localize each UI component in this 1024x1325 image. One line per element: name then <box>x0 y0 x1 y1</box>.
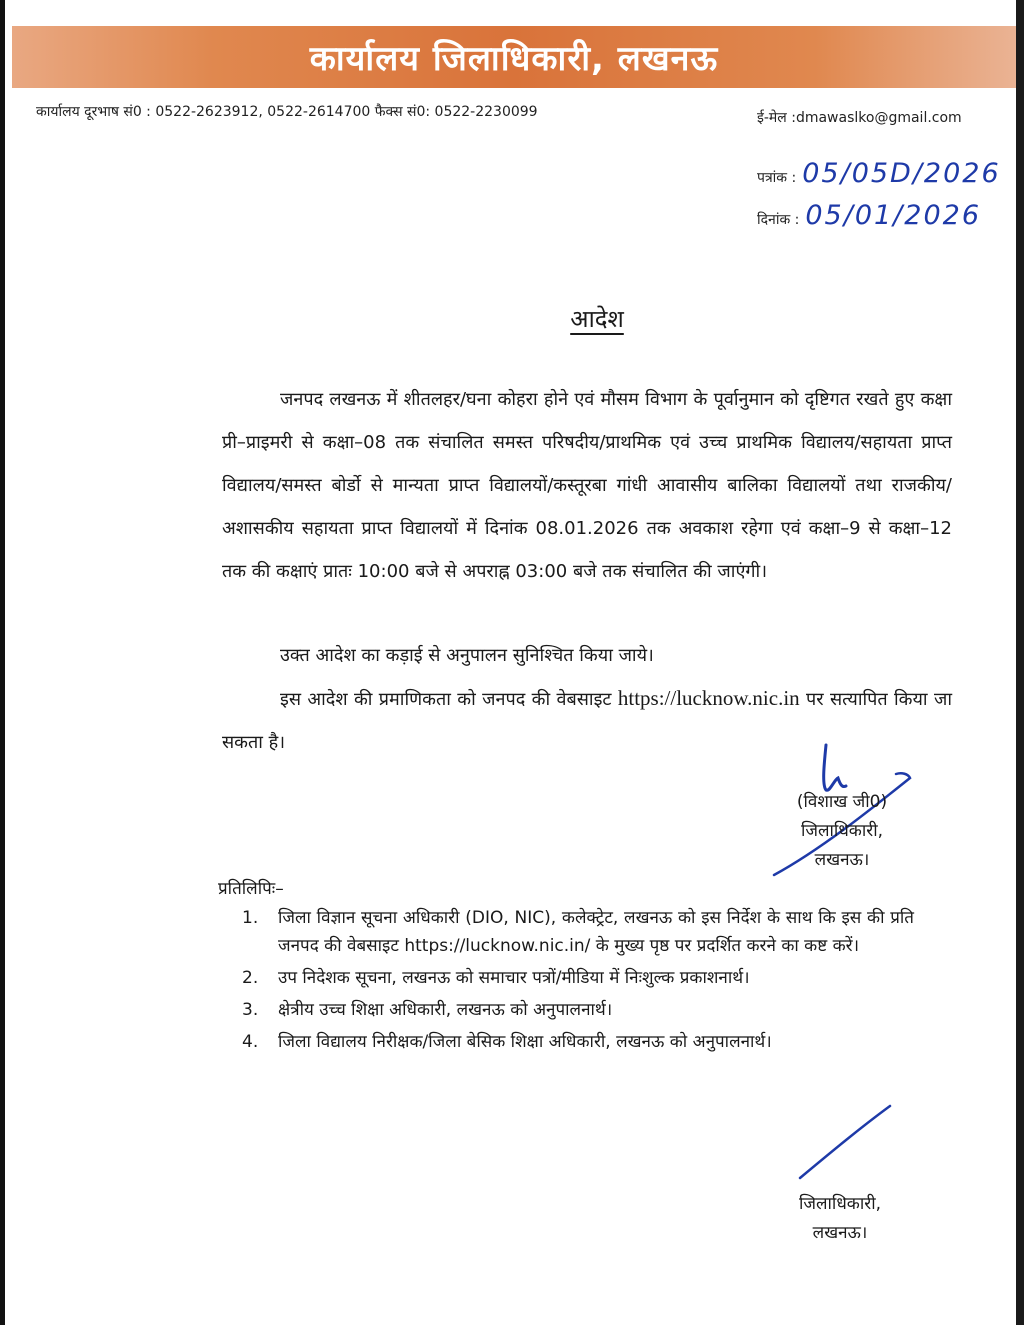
signatory-block <box>784 788 900 875</box>
item-text: जिला विद्यालय निरीक्षक/जिला बेसिक शिक्षा अधिकारी, लखनऊ को अनुपालनार्थ। <box>278 1032 772 1052</box>
second-signatory-place: लखनऊ। <box>812 1223 868 1243</box>
second-signatory-block <box>784 1190 896 1248</box>
signatory-place: लखनऊ। <box>814 850 870 870</box>
letter-number-value: 05/05D/2026 <box>802 158 1001 189</box>
paragraph3-text-after: पर सत्यापित किया जा सकता है। <box>222 689 952 753</box>
letter-date <box>757 200 981 231</box>
item-number: 1. <box>242 908 259 928</box>
signatory-designation: जिलाधिकारी, <box>800 821 884 841</box>
list-item <box>242 996 914 1024</box>
contact-line: कार्यालय दूरभाष सं0 : 0522-2623912, 0522-2614700 फैक्स सं0: 0522-2230099 <box>36 104 538 120</box>
order-heading: आदेश <box>570 305 624 333</box>
email-line: ई-मेल :dmawaslko@gmail.com <box>757 110 962 126</box>
paragraph3-text-before: इस आदेश की प्रमाणिकता को जनपद की वेबसाइट <box>280 689 618 710</box>
second-signatory-designation: जिलाधिकारी, <box>798 1194 882 1214</box>
order-paragraph-1: जनपद लखनऊ में शीतलहर/घना कोहरा होने एवं मौसम विभाग के पूर्वानुमान को दृष्टिगत रखते हुए कक्षा प्री–प्राइमरी से कक्षा–08 तक संचालित समस्त परिषदीय/प्राथमिक एवं उच्च प्राथमिक विद्यालय/सहायता प्राप्त विद्यालय/समस्त बोर्डो से मान्यता प्राप्त विद्यालयों/कस्तूरबा गांधी आवासीय बालिका विद्यालयों तथा राजकीय/अशासकीय सहायता प्राप्त विद्यालयों में दिनांक 08.01.2026 तक अवकाश रहेगा एवं कक्षा–9 से कक्षा–12 तक की कक्षाएं प्रातः 10:00 बजे से अपराह्न 03:00 बजे तक संचालित की जाएंगी। <box>222 389 952 582</box>
office-title: कार्यालय जिलाधिकारी, लखनऊ <box>309 39 719 79</box>
list-item <box>242 904 914 960</box>
right-border <box>1016 0 1024 1325</box>
list-item <box>242 964 914 992</box>
letter-number-label: पत्रांक : <box>757 170 797 186</box>
list-item <box>242 1028 914 1056</box>
left-border <box>0 0 5 1325</box>
item-text: जिला विज्ञान सूचना अधिकारी (DIO, NIC), कलेक्ट्रेट, लखनऊ को इस निर्देश के साथ कि इस की प्रति जनपद की वेबसाइट https://lucknow.nic.in/ के मुख्य पृष्ठ पर प्रदर्शित करने का कष्ट करें। <box>278 908 914 956</box>
letter-number <box>757 158 1001 189</box>
signatory-name: (विशाख जी0) <box>796 792 888 812</box>
copy-to-title: प्रतिलिपिः– <box>218 879 284 899</box>
second-signature-mark <box>780 1098 900 1188</box>
item-number: 2. <box>242 968 259 988</box>
item-number: 3. <box>242 1000 259 1020</box>
letter-date-value: 05/01/2026 <box>805 200 981 231</box>
item-text: उप निदेशक सूचना, लखनऊ को समाचार पत्रों/मीडिया में निःशुल्क प्रकाशनार्थ। <box>278 968 750 988</box>
website-link[interactable]: https://lucknow.nic.in <box>617 686 800 710</box>
item-text: क्षेत्रीय उच्च शिक्षा अधिकारी, लखनऊ को अनुपालनार्थ। <box>278 1000 613 1020</box>
letter-date-label: दिनांक : <box>757 212 800 228</box>
copy-to-list <box>242 904 914 1060</box>
item-number: 4. <box>242 1032 259 1052</box>
letterhead-banner <box>12 26 1016 88</box>
order-paragraph-2: उक्त आदेश का कड़ाई से अनुपालन सुनिश्चित किया जाये। <box>280 645 654 666</box>
